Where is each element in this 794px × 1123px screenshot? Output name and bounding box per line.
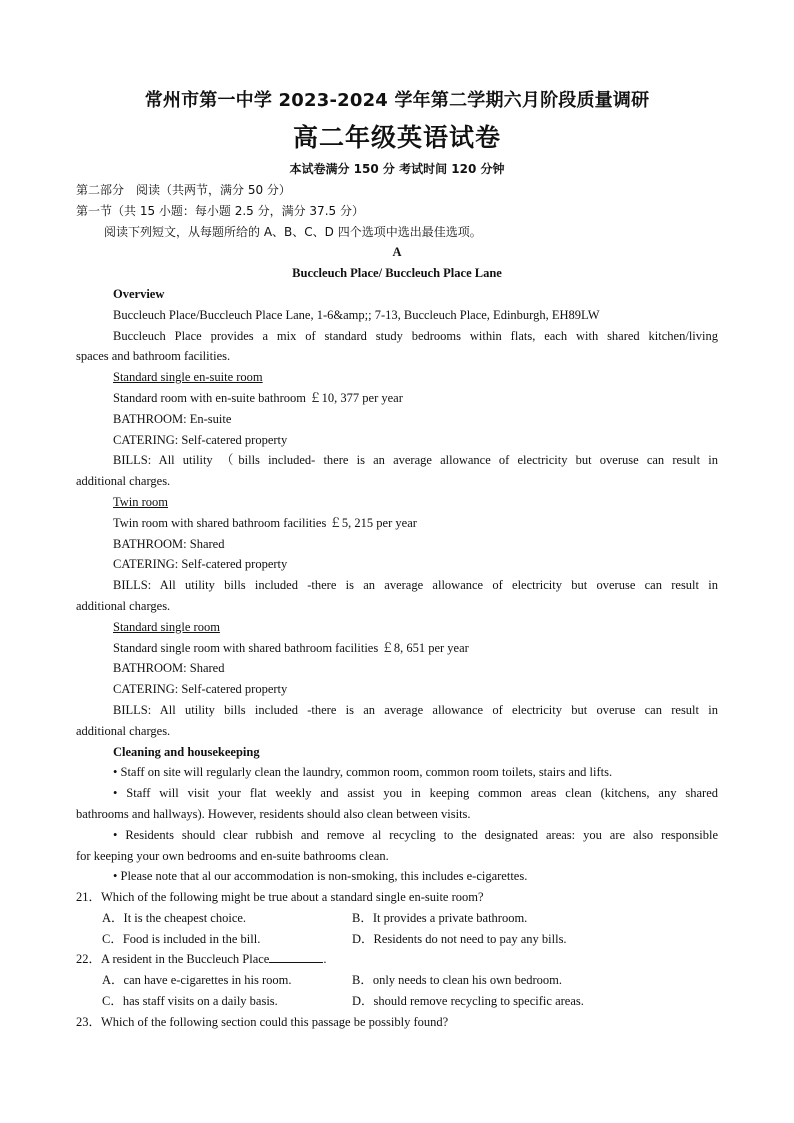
passage-title: Buccleuch Place/ Buccleuch Place Lane [292,266,502,281]
room-name: Standard single room [113,619,220,634]
room-standard-single-en-suite [76,367,718,492]
question-stem: 23．Which of the following section could this passage be possibly found? [76,1014,449,1029]
option-c[interactable]: C．Food is included in the bill. [102,931,261,946]
option-d[interactable]: D．should remove recycling to specific areas. [352,994,584,1009]
question-23 [76,1012,718,1033]
room-desc: Standard room with en-suite bathroom ￡10, 377 per year [113,390,403,405]
option-d[interactable]: D．Residents do not need to pay any bills. [352,931,567,946]
exam-content [76,180,718,1033]
option-b[interactable]: B．It provides a private bathroom. [352,910,528,925]
room-desc: Standard single room with shared bathroom facilities ￡8, 651 per year [113,640,469,655]
room-catering: CATERING: Self-catered property [113,682,288,697]
cleaning-heading: Cleaning and housekeeping [113,744,260,759]
option-row [76,929,718,950]
room-standard-single [76,617,718,742]
exam-title: 高二年级英语试卷 [292,123,501,152]
subsection-heading: 第一节（共 15 小题：每小题 2.5 分，满分 37.5 分） [76,203,364,218]
overview-heading: Overview [113,286,165,301]
room-desc: Twin room with shared bathroom facilities ￡5, 215 per year [113,515,417,530]
option-c[interactable]: C．has staff visits on a daily basis. [102,994,278,1009]
passage-label: A [392,245,402,260]
room-bills: additional charges. [76,723,171,738]
question-stem-end: . [323,952,327,967]
question-22 [76,949,718,1011]
cleaning-bullet: • Residents should clear rubbish and remove al recycling to the designated areas: you are also responsible [113,827,718,842]
room-catering: CATERING: Self-catered property [113,557,288,572]
room-name: Standard single en-suite room [113,370,263,385]
cleaning-bullet: for keeping your own bedrooms and en-suite bathrooms clean. [76,848,389,863]
option-a[interactable]: A．It is the cheapest choice. [102,910,247,925]
room-bills: BILLS: All utility （bills included- there is an average allowance of electricity but overuse can result in [113,453,718,468]
option-b[interactable]: B．only needs to clean his own bedroom. [352,973,563,988]
option-row [76,908,718,929]
question-stem-text: 22．A resident in the Buccleuch Place [76,952,270,967]
instruction: 阅读下列短文，从每题所给的 A、B、C、D 四个选项中选出最佳选项。 [104,224,482,239]
option-row [76,991,718,1012]
question-21 [76,887,718,949]
address-line: Buccleuch Place/Buccleuch Place Lane, 1-6&amp;; 7-13, Buccleuch Place, Edinburgh, EH89LW [113,307,600,322]
cleaning-bullet: bathrooms and hallways). However, residents should also clean between visits. [76,806,471,821]
intro-line: Buccleuch Place provides a mix of standard study bedrooms within flats, each with shared kitchen/living [113,328,718,343]
question-stem: 21．Which of the following might be true about a standard single en-suite room? [76,890,484,905]
answer-blank [269,950,323,963]
room-bathroom: BATHROOM: Shared [113,536,225,551]
intro-line: spaces and bathroom facilities. [76,349,231,364]
part-heading: 第二部分 阅读（共两节，满分 50 分） [76,183,291,197]
school-title: 常州市第一中学 2023-2024 学年第二学期六月阶段质量调研 [144,90,650,111]
room-bathroom: BATHROOM: Shared [113,661,225,676]
room-catering: CATERING: Self-catered property [113,432,288,447]
exam-info: 本试卷满分 150 分 考试时间 120 分钟 [289,162,505,176]
question-stem [76,949,718,970]
option-row [76,970,718,991]
cleaning-bullet: • Staff will visit your flat weekly and assist you in keeping common areas clean (kitchens, any shared [113,786,718,801]
room-bills: BILLS: All utility bills included -there is an average allowance of electricity but overuse can result in [113,578,718,593]
option-a[interactable]: A．can have e-cigarettes in his room. [102,973,292,988]
room-bills: additional charges. [76,598,171,613]
room-name: Twin room [113,494,169,509]
cleaning-bullet: • Please note that al our accommodation is non-smoking, this includes e-cigarettes. [113,869,528,884]
room-bathroom: BATHROOM: En-suite [113,411,232,426]
room-twin [76,492,718,617]
room-bills: additional charges. [76,474,171,489]
cleaning-bullet: • Staff on site will regularly clean the laundry, common room, common room toilets, stairs and lifts. [113,765,613,780]
room-bills: BILLS: All utility bills included -there is an average allowance of electricity but overuse can result in [113,702,718,717]
